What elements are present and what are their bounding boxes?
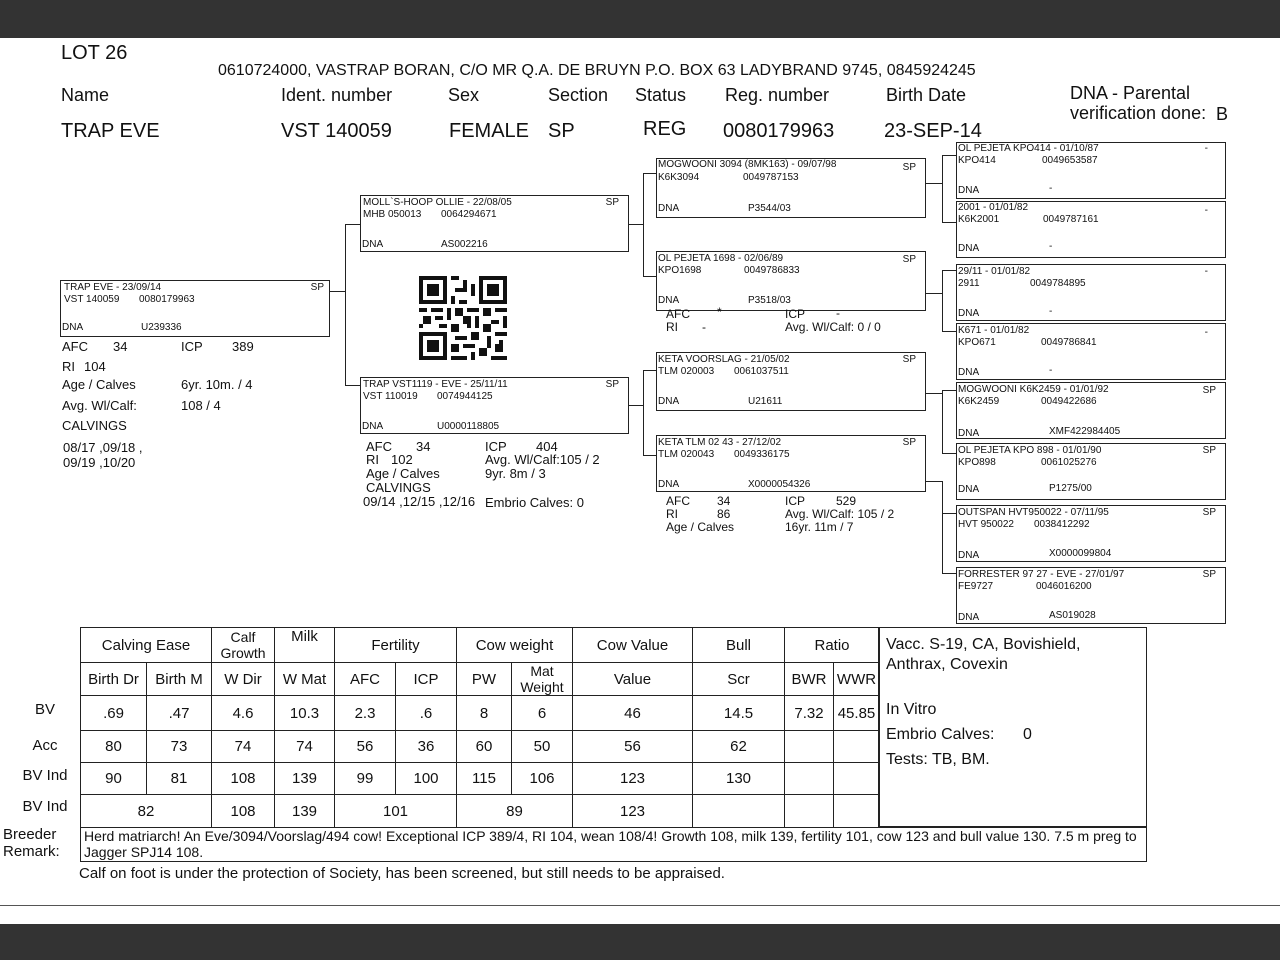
- bottom-bar: [0, 924, 1280, 960]
- header-dna-1: DNA - Parental: [1070, 83, 1191, 103]
- col-mat-weight: Mat Weight: [512, 663, 573, 696]
- col-value: Value: [573, 663, 693, 696]
- box-title: TRAP VST1119 - EVE - 25/11/11: [363, 379, 508, 390]
- box-dna: U239336: [141, 322, 182, 333]
- gen2-icp-label: ICP: [785, 307, 806, 321]
- connector-line: [629, 224, 643, 225]
- box-section: SP: [902, 437, 916, 448]
- connector-line: [926, 393, 942, 394]
- box-section: SP: [902, 162, 916, 173]
- box-dna-label: DNA: [958, 428, 980, 439]
- box-dna: -: [1049, 365, 1053, 376]
- tests-text: Tests: TB, BM.: [886, 751, 990, 768]
- group-calf-growth: Calf Growth: [212, 628, 275, 663]
- bv-cell: 46: [573, 696, 693, 731]
- box-section: -: [1204, 266, 1208, 277]
- header-dna-2: verification done:: [1070, 103, 1207, 123]
- great-grandparent-box: [956, 443, 1226, 500]
- gen2-icp-label: ICP: [785, 494, 806, 508]
- subject-afc: 34: [113, 339, 128, 354]
- box-dna-label: DNA: [658, 396, 680, 407]
- box-reg: 0046016200: [1036, 581, 1092, 592]
- box-title: OL PEJETA 1698 - 02/06/89: [658, 253, 784, 264]
- box-title: 29/11 - 01/01/82: [958, 266, 1031, 277]
- connector-line: [942, 390, 943, 454]
- box-id: KPO414: [958, 155, 996, 166]
- acc-cell: 56: [573, 731, 693, 763]
- box-reg: 0049653587: [1042, 155, 1098, 166]
- box-dna-label: DNA: [658, 295, 680, 306]
- box-section: SP: [1202, 445, 1216, 456]
- subject-animal-box: [60, 280, 330, 337]
- connector-line: [643, 370, 644, 456]
- box-dna: X0000099804: [1049, 548, 1112, 559]
- header-ident: Ident. number: [281, 85, 393, 105]
- subject-icp: 389: [232, 339, 254, 354]
- col-w-mat: W Mat: [275, 663, 335, 696]
- row-label-bv-ind: BV Ind: [22, 767, 68, 784]
- acc-cell: 80: [81, 731, 147, 763]
- dam-icp-label: ICP: [485, 439, 507, 454]
- bv-cell: 8: [457, 696, 512, 731]
- connector-line: [942, 453, 956, 454]
- bv-cell: 7.32: [785, 696, 834, 731]
- connector-line: [345, 224, 346, 386]
- col-birth-m: Birth M: [147, 663, 212, 696]
- footer-divider: [0, 905, 1280, 906]
- box-dna: AS019028: [1049, 610, 1096, 621]
- group-cow-value: Cow Value: [573, 628, 693, 663]
- acc-cell: 62: [693, 731, 785, 763]
- gen2-weight: Avg. Wl/Calf: 105 / 2: [785, 507, 895, 521]
- box-id: K6K2001: [958, 214, 1000, 225]
- box-dna-label: DNA: [958, 185, 980, 196]
- box-id: KPO671: [958, 337, 996, 348]
- group-index-cell: [834, 795, 880, 828]
- box-title: OL PEJETA KPO414 - 01/10/87: [958, 143, 1099, 154]
- col-afc: AFC: [335, 663, 396, 696]
- dam-age-label: Age / Calves: [366, 466, 440, 481]
- notes-panel: [878, 627, 1147, 827]
- index-cell: 123: [573, 763, 693, 795]
- gen2-age-label: Age / Calves: [666, 520, 735, 534]
- connector-line: [942, 222, 956, 223]
- connector-line: [629, 405, 643, 406]
- index-cell: 130: [693, 763, 785, 795]
- gen2-afc: 34: [717, 494, 731, 508]
- great-grandparent-box: [956, 142, 1226, 199]
- gen2-afc: *: [717, 305, 722, 319]
- animal-ident: VST 140059: [281, 120, 392, 142]
- box-reg: 0064294671: [441, 209, 497, 220]
- col-scr: Scr: [693, 663, 785, 696]
- box-section: SP: [605, 197, 619, 208]
- box-dna: P3544/03: [748, 203, 791, 214]
- index-cell: 106: [512, 763, 573, 795]
- connector-line: [643, 276, 656, 277]
- connector-line: [942, 155, 956, 156]
- gen2-ri-label: RI: [666, 507, 678, 521]
- connector-line: [345, 224, 360, 225]
- group-cow-weight: Cow weight: [457, 628, 573, 663]
- acc-cell: [834, 731, 880, 763]
- box-section: SP: [310, 282, 324, 293]
- footer-note: Calf on foot is under the protection of Society, has been screened, but still needs to be appraised.: [79, 865, 725, 882]
- col-birth-dr: Birth Dr: [81, 663, 147, 696]
- great-grandparent-box: [956, 382, 1226, 439]
- acc-cell: 74: [212, 731, 275, 763]
- remark-label-2: Remark:: [3, 843, 60, 860]
- index-cell: 90: [81, 763, 147, 795]
- subject-calvings-1: 08/17 ,09/18 ,: [63, 440, 143, 455]
- box-id: TLM 020003: [658, 366, 715, 377]
- connector-line: [926, 293, 942, 294]
- subject-age: 6yr. 10m. / 4: [181, 377, 253, 392]
- box-reg: 0049787161: [1043, 214, 1099, 225]
- box-title: 2001 - 01/01/82: [958, 202, 1029, 213]
- box-id: HVT 950022: [958, 519, 1014, 530]
- box-dna: AS002216: [441, 239, 488, 250]
- subject-ri-label: RI: [62, 359, 75, 374]
- animal-name: TRAP EVE: [61, 120, 160, 142]
- group-index-cell: 139: [275, 795, 335, 828]
- acc-cell: 56: [335, 731, 396, 763]
- box-dna-label: DNA: [958, 612, 980, 623]
- index-cell: 81: [147, 763, 212, 795]
- row-label-bv: BV: [34, 701, 55, 718]
- col-wwr: WWR: [834, 663, 880, 696]
- box-reg: 0049422686: [1041, 396, 1097, 407]
- great-grandparent-box: [956, 264, 1226, 321]
- animal-reg: 0080179963: [723, 120, 835, 142]
- subject-calvings-2: 09/19 ,10/20: [63, 455, 136, 470]
- connector-line: [643, 370, 656, 371]
- connector-line: [345, 385, 360, 386]
- box-section: -: [1204, 143, 1208, 154]
- bv-cell: .69: [81, 696, 147, 731]
- index-cell: [785, 763, 834, 795]
- connector-line: [942, 481, 943, 574]
- row-label-bv-ind-2: BV Ind: [22, 798, 68, 815]
- sire-box: [360, 195, 629, 252]
- connector-line: [942, 513, 956, 514]
- grandparent-box: [656, 435, 926, 492]
- header-name: Name: [61, 85, 110, 105]
- header-status: Status: [635, 85, 687, 105]
- connector-line: [330, 291, 345, 292]
- box-reg: 0049336175: [734, 449, 790, 460]
- bv-cell: 14.5: [693, 696, 785, 731]
- header-section: Section: [548, 85, 609, 105]
- box-reg: 0061037511: [734, 366, 789, 377]
- dam-afc: 34: [416, 439, 431, 454]
- breeder-address: 0610724000, VASTRAP BORAN, C/O MR Q.A. DE BRUYN P.O. BOX 63 LADYBRAND 9745, 0845924245: [218, 62, 976, 79]
- col-bwr: BWR: [785, 663, 834, 696]
- box-id: TLM 020043: [658, 449, 715, 460]
- gen2-ri: -: [702, 320, 706, 334]
- acc-cell: 74: [275, 731, 335, 763]
- great-grandparent-box: [956, 567, 1226, 624]
- gen2-ri: 86: [717, 507, 731, 521]
- box-reg: 0038412292: [1034, 519, 1090, 530]
- box-reg: 0074944125: [437, 391, 493, 402]
- great-grandparent-box: [956, 201, 1226, 258]
- top-bar: [0, 0, 1280, 38]
- box-dna: X0000054326: [748, 479, 811, 490]
- box-reg: 0049784895: [1030, 278, 1086, 289]
- box-title: MOGWOONI 3094 (8MK163) - 09/07/98: [658, 159, 837, 170]
- bv-cell: 4.6: [212, 696, 275, 731]
- connector-line: [926, 183, 942, 184]
- animal-sex: FEMALE: [449, 120, 530, 142]
- box-reg: 0080179963: [139, 294, 195, 305]
- index-cell: 139: [275, 763, 335, 795]
- box-reg: 0049787153: [743, 172, 799, 183]
- group-index-cell: 108: [212, 795, 275, 828]
- box-dna: -: [1049, 306, 1053, 317]
- connector-line: [942, 390, 956, 391]
- row-label-acc: Acc: [32, 737, 58, 754]
- group-bull: Bull: [693, 628, 785, 663]
- dam-afc-label: AFC: [366, 439, 392, 454]
- header-sex: Sex: [448, 85, 480, 105]
- acc-cell: 50: [512, 731, 573, 763]
- gen2-icp: -: [836, 306, 840, 320]
- connector-line: [942, 155, 943, 223]
- in-vitro-label: In Vitro: [886, 701, 937, 718]
- box-dna: -: [1049, 183, 1053, 194]
- dam-ri: 102: [391, 452, 413, 467]
- group-index-cell: [785, 795, 834, 828]
- connector-line: [643, 173, 656, 174]
- acc-cell: 36: [396, 731, 457, 763]
- subject-ri: 104: [84, 359, 106, 374]
- box-title: MOGWOONI K6K2459 - 01/01/92: [958, 384, 1109, 395]
- group-index-cell: 123: [573, 795, 693, 828]
- bv-cell: 45.85: [834, 696, 880, 731]
- box-dna: P3518/03: [748, 295, 791, 306]
- box-title: KETA TLM 02 43 - 27/12/02: [658, 437, 782, 448]
- col-icp: ICP: [396, 663, 457, 696]
- box-dna-label: DNA: [958, 308, 980, 319]
- vaccination-text: Vacc. S-19, CA, Bovishield, Anthrax, Covexin: [886, 636, 1081, 673]
- index-cell: 100: [396, 763, 457, 795]
- bv-cell: 2.3: [335, 696, 396, 731]
- group-index-cell: 101: [335, 795, 457, 828]
- lot-number: LOT 26: [61, 42, 128, 64]
- box-dna: -: [1049, 241, 1053, 252]
- group-ratio: Ratio: [785, 628, 880, 663]
- gen2-afc-label: AFC: [666, 494, 690, 508]
- bv-cell: 6: [512, 696, 573, 731]
- subject-calvings-label: CALVINGS: [62, 418, 127, 433]
- col-w-dir: W Dir: [212, 663, 275, 696]
- gen2-icp: 529: [836, 494, 857, 508]
- dna-flag: B: [1216, 104, 1229, 124]
- box-title: OUTSPAN HVT950022 - 07/11/95: [958, 507, 1109, 518]
- box-title: KETA VOORSLAG - 21/05/02: [658, 354, 790, 365]
- breeding-values-table: [80, 627, 880, 828]
- box-section: SP: [1202, 385, 1216, 396]
- box-dna: U0000118805: [437, 421, 500, 432]
- box-reg: 0049786833: [744, 265, 800, 276]
- box-section: -: [1204, 327, 1208, 338]
- remark-label-1: Breeder: [3, 826, 57, 843]
- box-dna: P1275/00: [1049, 483, 1092, 494]
- box-id: MHB 050013: [363, 209, 422, 220]
- dam-calvings-label: CALVINGS: [366, 480, 431, 495]
- dam-icp: 404: [536, 439, 558, 454]
- qr-code: [419, 276, 507, 360]
- box-title: TRAP EVE - 23/09/14: [64, 282, 162, 293]
- connector-line: [942, 573, 956, 574]
- box-section: SP: [1202, 507, 1216, 518]
- box-section: SP: [902, 354, 916, 365]
- dam-box: [360, 377, 629, 434]
- acc-cell: 60: [457, 731, 512, 763]
- box-dna: U21611: [748, 396, 783, 407]
- box-reg: 0061025276: [1041, 457, 1097, 468]
- box-title: MOLL`S-HOOP OLLIE - 22/08/05: [363, 197, 512, 208]
- dam-age: 9yr. 8m / 3: [485, 466, 546, 481]
- connector-line: [942, 270, 956, 271]
- animal-section: SP: [548, 120, 575, 142]
- bv-cell: .47: [147, 696, 212, 731]
- group-index-cell: [693, 795, 785, 828]
- breeder-remark: Herd matriarch! An Eve/3094/Voorslag/494 cow! Exceptional ICP 389/4, RI 104, wean 108/4! Growth 108, milk 139, fertility 101, cow 123 and bull value 130. 7.5 m preg to Jagger SPJ14 108.: [80, 827, 1147, 862]
- box-dna-label: DNA: [958, 367, 980, 378]
- subject-afc-label: AFC: [62, 339, 88, 354]
- box-reg: 0049786841: [1041, 337, 1097, 348]
- group-calving-ease: Calving Ease: [81, 628, 212, 663]
- dam-calvings: 09/14 ,12/15 ,12/16: [363, 494, 476, 509]
- connector-line: [926, 481, 942, 482]
- index-cell: [834, 763, 880, 795]
- box-title: FORRESTER 97 27 - EVE - 27/01/97: [958, 569, 1125, 580]
- great-grandparent-box: [956, 505, 1226, 562]
- box-id: 2911: [958, 278, 980, 289]
- great-grandparent-box: [956, 323, 1226, 380]
- box-dna-label: DNA: [362, 239, 384, 250]
- box-dna-label: DNA: [62, 322, 84, 333]
- col-pw: PW: [457, 663, 512, 696]
- dam-ri-label: RI: [366, 452, 379, 467]
- box-dna-label: DNA: [658, 479, 680, 490]
- group-index-cell: 89: [457, 795, 573, 828]
- index-cell: 99: [335, 763, 396, 795]
- box-id: VST 140059: [64, 294, 120, 305]
- grandparent-box: [656, 251, 926, 311]
- embrio-label: Embrio Calves:: [886, 726, 995, 743]
- box-section: SP: [1202, 569, 1216, 580]
- gen2-afc-label: AFC: [666, 307, 690, 321]
- embrio-value: 0: [1023, 726, 1032, 743]
- box-section: SP: [902, 254, 916, 265]
- subject-weight-label: Avg. Wl/Calf:: [62, 398, 137, 413]
- gen2-age: 16yr. 11m / 7: [785, 520, 854, 534]
- group-fertility: Fertility: [335, 628, 457, 663]
- index-cell: 108: [212, 763, 275, 795]
- box-dna-label: DNA: [958, 243, 980, 254]
- subject-weight: 108 / 4: [181, 398, 221, 413]
- box-dna-label: DNA: [958, 550, 980, 561]
- box-id: K6K2459: [958, 396, 1000, 407]
- acc-cell: [785, 731, 834, 763]
- box-dna-label: DNA: [362, 421, 384, 432]
- acc-cell: 73: [147, 731, 212, 763]
- header-reg: Reg. number: [725, 85, 830, 105]
- box-id: FE9727: [958, 581, 994, 592]
- group-index-cell: 82: [81, 795, 212, 828]
- subject-icp-label: ICP: [181, 339, 203, 354]
- box-section: SP: [605, 379, 619, 390]
- box-section: -: [1204, 205, 1208, 216]
- group-milk: Milk: [275, 628, 335, 663]
- box-id: K6K3094: [658, 172, 700, 183]
- dam-weight: Avg. Wl/Calf:105 / 2: [485, 452, 600, 467]
- subject-age-label: Age / Calves: [62, 377, 136, 392]
- animal-status: REG: [643, 118, 687, 140]
- box-dna-label: DNA: [658, 203, 680, 214]
- connector-line: [643, 455, 656, 456]
- header-birth: Birth Date: [886, 85, 967, 105]
- box-title: K671 - 01/01/82: [958, 325, 1030, 336]
- animal-birth: 23-SEP-14: [884, 120, 982, 142]
- box-id: KPO1698: [658, 265, 702, 276]
- index-cell: 115: [457, 763, 512, 795]
- box-dna-label: DNA: [958, 484, 980, 495]
- dam-embrio: Embrio Calves: 0: [485, 495, 584, 510]
- connector-line: [942, 270, 943, 332]
- box-dna: XMF422984405: [1049, 426, 1121, 437]
- gen2-weight: Avg. Wl/Calf: 0 / 0: [785, 320, 881, 334]
- connector-line: [942, 331, 956, 332]
- gen2-ri-label: RI: [666, 320, 678, 334]
- grandparent-box: [656, 352, 926, 411]
- box-id: VST 110019: [363, 391, 418, 402]
- grandparent-box: [656, 158, 926, 218]
- bv-cell: 10.3: [275, 696, 335, 731]
- box-title: OL PEJETA KPO 898 - 01/01/90: [958, 445, 1102, 456]
- bv-cell: .6: [396, 696, 457, 731]
- box-id: KPO898: [958, 457, 996, 468]
- connector-line: [643, 173, 644, 277]
